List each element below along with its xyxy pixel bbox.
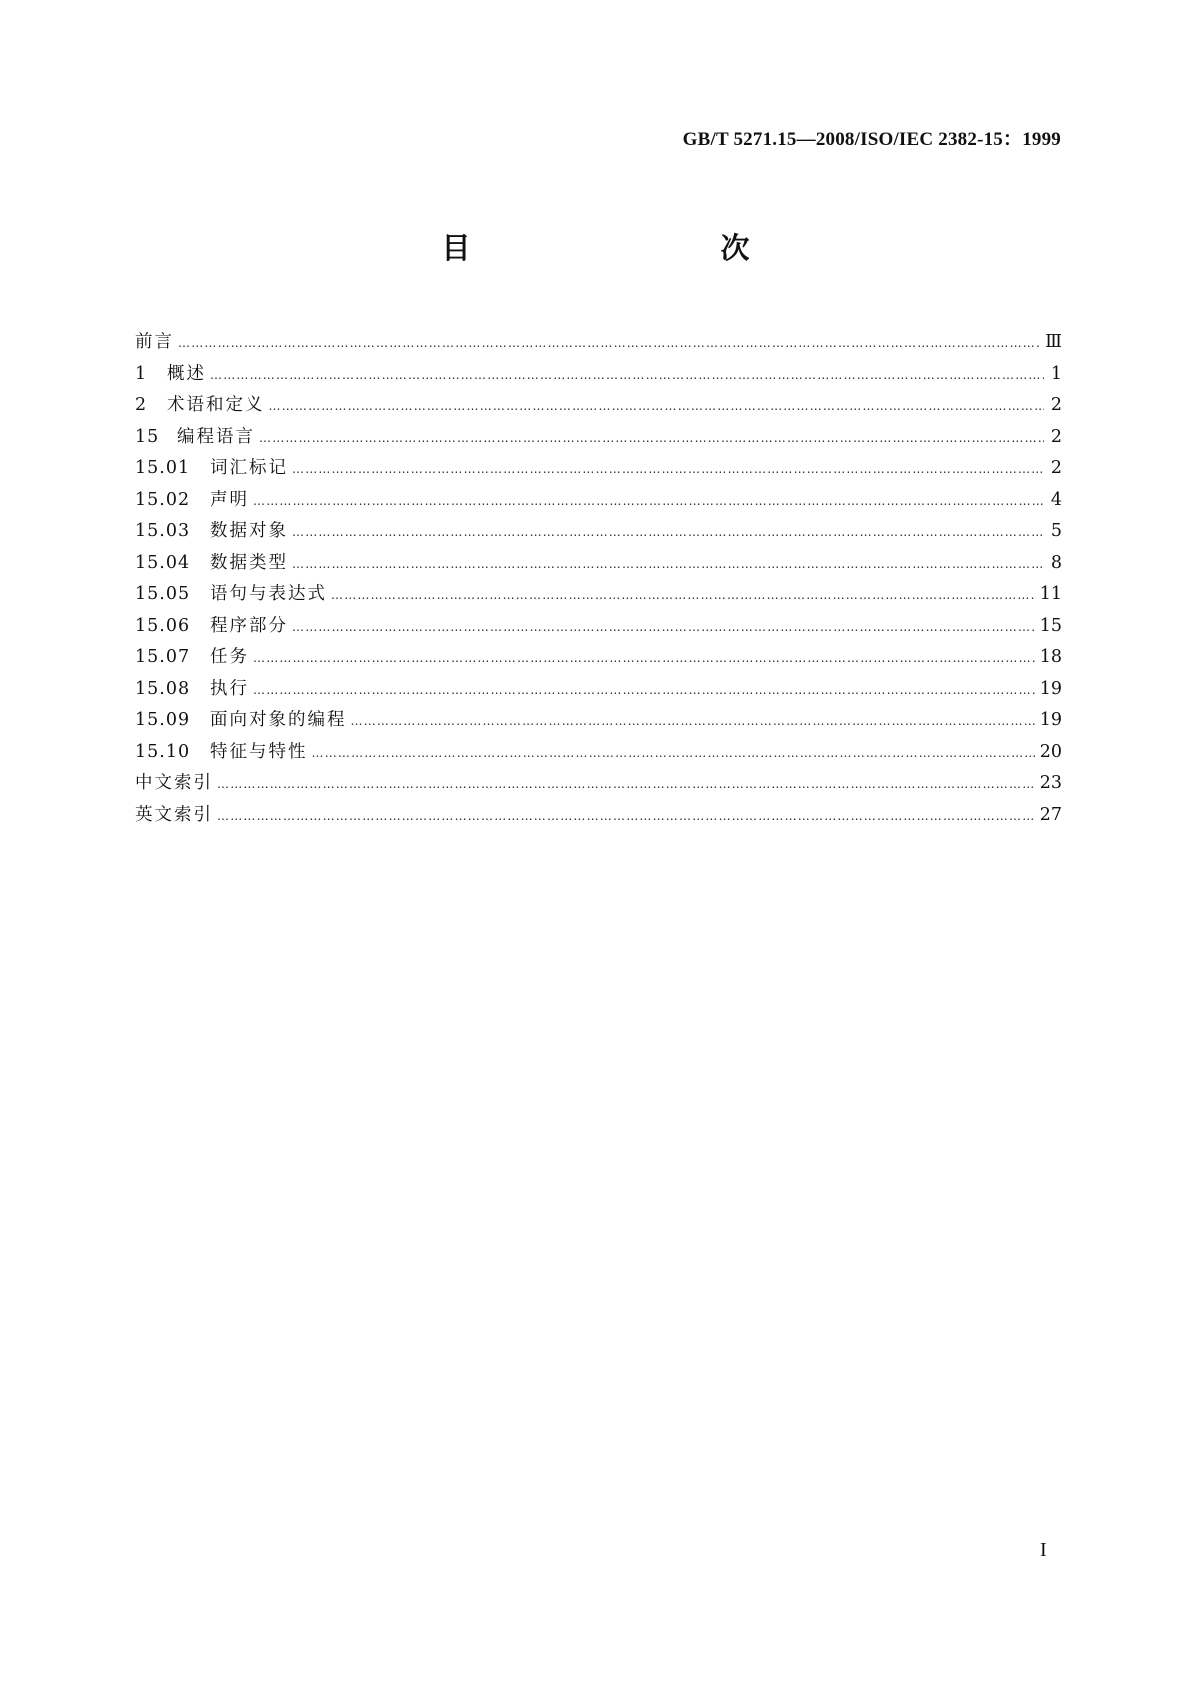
toc-entry-number: 15.04 <box>135 552 191 573</box>
toc-entry-number: 15 <box>135 426 160 447</box>
toc-entry[interactable] <box>135 643 1062 675</box>
toc-entry[interactable] <box>135 423 1062 455</box>
page-title: 目 次 <box>441 231 814 265</box>
toc-entry[interactable] <box>135 801 1062 833</box>
toc-entry-number: 2 <box>135 395 148 415</box>
toc-entry-page: 5 <box>1050 521 1062 541</box>
toc-entry-page: 15 <box>1039 615 1062 636</box>
toc-entry-page: 27 <box>1039 804 1062 825</box>
toc-entry-page: 2 <box>1050 426 1062 447</box>
toc-entry[interactable] <box>135 549 1062 581</box>
toc-entry[interactable] <box>135 738 1062 770</box>
toc-entry-label: 执行 <box>210 678 249 699</box>
dot-leader <box>253 683 1036 697</box>
toc-entry-number: 15.09 <box>135 710 191 730</box>
toc-entry-number: 15.05 <box>135 584 191 604</box>
toc-entry[interactable] <box>135 675 1062 707</box>
toc-entry[interactable] <box>135 486 1062 518</box>
toc-entry[interactable] <box>135 391 1062 423</box>
dot-leader <box>292 462 1044 476</box>
dot-leader <box>217 809 1036 823</box>
toc-entry-number: 15.06 <box>135 615 191 636</box>
toc-entry-page: 8 <box>1050 552 1062 573</box>
toc-entry-label: 数据类型 <box>210 552 288 573</box>
table-of-contents <box>135 328 1062 832</box>
toc-entry-label: 特征与特性 <box>210 741 308 762</box>
toc-entry-label: 声明 <box>210 489 249 510</box>
toc-entry-page: 23 <box>1039 773 1062 793</box>
toc-entry-page: 1 <box>1050 363 1062 384</box>
toc-entry-number: 15.08 <box>135 678 191 699</box>
dot-leader <box>292 557 1044 571</box>
standard-code-header: GB/T 5271.15—2008/ISO/IEC 2382-15：1999 <box>682 129 1061 150</box>
toc-entry-label: 前言 <box>135 332 174 352</box>
toc-entry-label: 编程语言 <box>177 426 255 447</box>
dot-leader <box>292 525 1044 539</box>
toc-entry-page: 18 <box>1039 647 1062 667</box>
dot-leader <box>217 777 1036 791</box>
dot-leader <box>331 588 1036 602</box>
dot-leader <box>253 651 1036 665</box>
toc-entry-number: 15.03 <box>135 521 191 541</box>
toc-entry-label: 任务 <box>210 647 249 667</box>
dot-leader <box>292 620 1036 634</box>
toc-entry-label: 面向对象的编程 <box>210 710 347 730</box>
toc-entry[interactable] <box>135 328 1062 360</box>
toc-entry-label: 术语和定义 <box>167 395 265 415</box>
toc-entry[interactable] <box>135 706 1062 738</box>
toc-entry-page: 2 <box>1050 458 1062 478</box>
toc-entry[interactable] <box>135 454 1062 486</box>
toc-entry-page: 20 <box>1039 741 1062 762</box>
toc-entry-page: 11 <box>1039 584 1062 604</box>
toc-entry-label: 英文索引 <box>135 804 213 825</box>
toc-entry[interactable] <box>135 517 1062 549</box>
toc-entry[interactable] <box>135 360 1062 392</box>
toc-entry-label: 程序部分 <box>210 615 288 636</box>
toc-entry-label: 中文索引 <box>135 773 213 793</box>
toc-entry-number: 15.07 <box>135 647 191 667</box>
toc-entry-page: 19 <box>1039 678 1062 699</box>
toc-entry-label: 语句与表达式 <box>210 584 327 604</box>
dot-leader <box>210 368 1044 382</box>
toc-entry-number: 15.02 <box>135 489 191 510</box>
toc-entry-page: 2 <box>1050 395 1062 415</box>
toc-entry[interactable] <box>135 769 1062 801</box>
page-number: I <box>1040 1539 1047 1561</box>
toc-entry[interactable] <box>135 580 1062 612</box>
dot-leader <box>269 399 1045 413</box>
toc-entry-page: 19 <box>1039 710 1062 730</box>
dot-leader <box>259 431 1044 445</box>
toc-entry-label: 概述 <box>167 363 206 384</box>
toc-entry-page: Ⅲ <box>1045 332 1062 352</box>
toc-entry-number: 15.10 <box>135 741 191 762</box>
dot-leader <box>253 494 1044 508</box>
dot-leader <box>178 336 1041 350</box>
toc-entry-label: 数据对象 <box>210 521 288 541</box>
dot-leader <box>351 714 1036 728</box>
toc-entry-number: 15.01 <box>135 458 191 478</box>
toc-entry-page: 4 <box>1050 489 1062 510</box>
toc-entry-label: 词汇标记 <box>210 458 288 478</box>
toc-entry[interactable] <box>135 612 1062 644</box>
toc-entry-number: 1 <box>135 363 148 384</box>
dot-leader <box>312 746 1036 760</box>
